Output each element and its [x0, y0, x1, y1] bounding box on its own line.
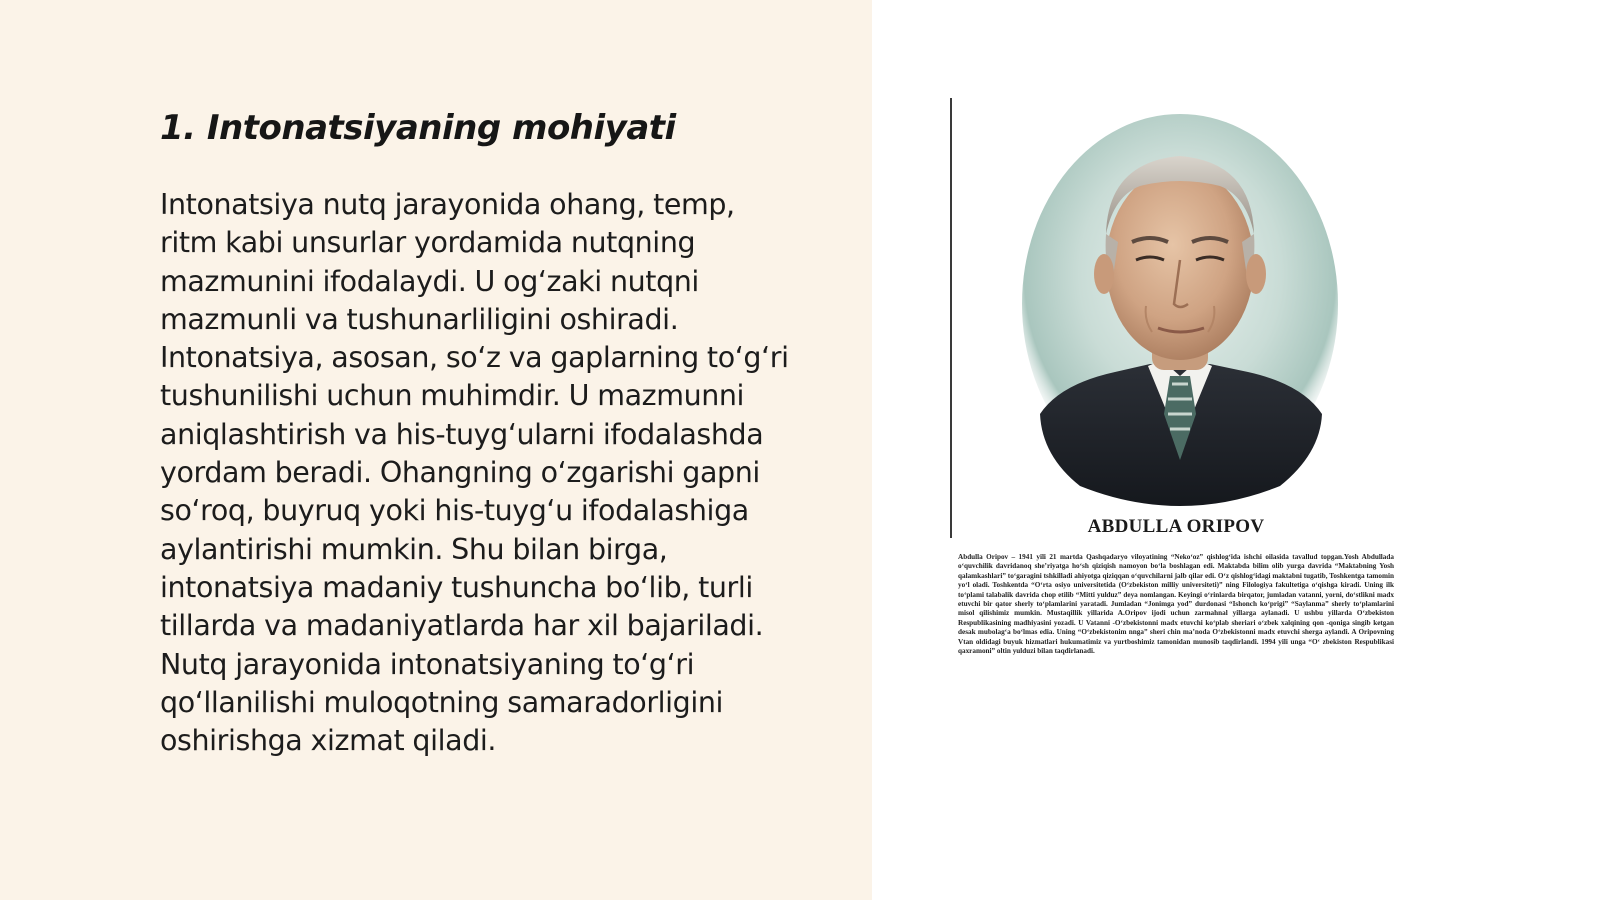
page-margin-rule [950, 98, 952, 538]
body-line: mazmunini ifodalaydi. U og‘zaki nutqni [160, 264, 699, 298]
body-line: oshirishga xizmat qiladi. [160, 724, 497, 758]
body-line: qo‘llanilishi muloqotning samaradorligini [160, 685, 724, 719]
slide-body-text [160, 186, 850, 760]
body-line: mazmunli va tushunarliligini oshiradi. [160, 302, 679, 336]
body-line: Intonatsiya nutq jarayonida ohang, temp, [160, 188, 735, 221]
body-line: Intonatsiya, asosan, so‘z va gaplarning to‘g‘ri [160, 341, 789, 375]
body-line: aniqlashtirish va his-tuyg‘ularni ifodalashda [160, 417, 764, 451]
biography-text: Abdulla Oripov – 1941 yili 21 martda Qashqadaryo viloyatining “Neko‘oz” qishlog‘ida ishchi oilasida tavallud topgan.Yosh Abdullada o‘quvchilik davridanoq she’riyatga ho‘sh qiziqish namoyon bo‘la boshlagan edi. Maktabda bilim olib yurga davrida “Maktabning Yosh qalamkashlari” to‘garagini tshkilladi ahiyotga qiziqqan o‘quvchilarni jalb qilar edi. O‘z qishlog‘idagi maktabni tugatib, Toshkentga tamomin yo‘l oladi. Toshkentda “O‘rta osiyo universitetida (O‘zbekiston milliy universiteti)” ning Filologiya fakultetiga o‘qishga kiradi. Uning ilk to‘plami talabalik davrida chop etilib “Mitti yulduz” deya nomlangan. Keyingi o‘rinlarda birqator, jumladan vatanni, yorni, do‘stlikni madx etuvchi bir qator sherly to‘plamlarini yaratadi. Jumladan “Jonimga yod” durdonasi “Ishonch ko‘prigi” “Saylanma” sherly to‘plamlarini misol qilishimiz mumkin. Mustaqillik yillarida A.Oripov ijodi uchun zarmahnal yillarga aylanadi. U ushbu yillarda O‘zbekiston Respublikasining madhiyasini yozadi. U Vatanni -O‘zbekistonni madx etuvchi ko‘plab sheriari o‘zbek xalqining qon -qoniga singib ketgan desak mubolag‘a bo‘lmas edia. Uning “O‘zbekistonim nnga” sheri chin ma’noda O‘zbekistonni madx etuvchi sherga aylandi. A Oripovning Vtan oldidagi buyuk hizmatlari hukumatimiz va yurtboshimiz tamonidan munosib taqdirlandi. 1994 yili unga “O‘ zbekiston Respublikasi qaxramoni” oltin yulduzi bilan taqdirlanadi. [958, 553, 1394, 656]
body-line: Nutq jarayonida intonatsiyaning to‘g‘ri [160, 647, 695, 681]
portrait-caption: ABDULLA ORIPOV [1087, 516, 1265, 537]
body-line: tillarda va madaniyatlarda har xil bajariladi. [160, 609, 764, 643]
body-line: ritm kabi unsurlar yordamida nutqning [160, 226, 696, 260]
body-line: yordam beradi. Ohangning o‘zgarishi gapni [160, 456, 760, 490]
scanned-page-image [950, 98, 1402, 726]
portrait-photo [1020, 114, 1340, 510]
body-line: aylantirishi mumkin. Shu bilan birga, [160, 532, 668, 566]
body-line: so‘roq, buyruq yoki his-tuyg‘u ifodalashiga [160, 494, 749, 528]
body-line: intonatsiya madaniy tushuncha bo‘lib, turli [160, 570, 753, 604]
body-line: tushunilishi uchun muhimdir. U mazmunni [160, 379, 745, 413]
slide-title: 1. Intonatsiyaning mohiyati [160, 108, 676, 148]
